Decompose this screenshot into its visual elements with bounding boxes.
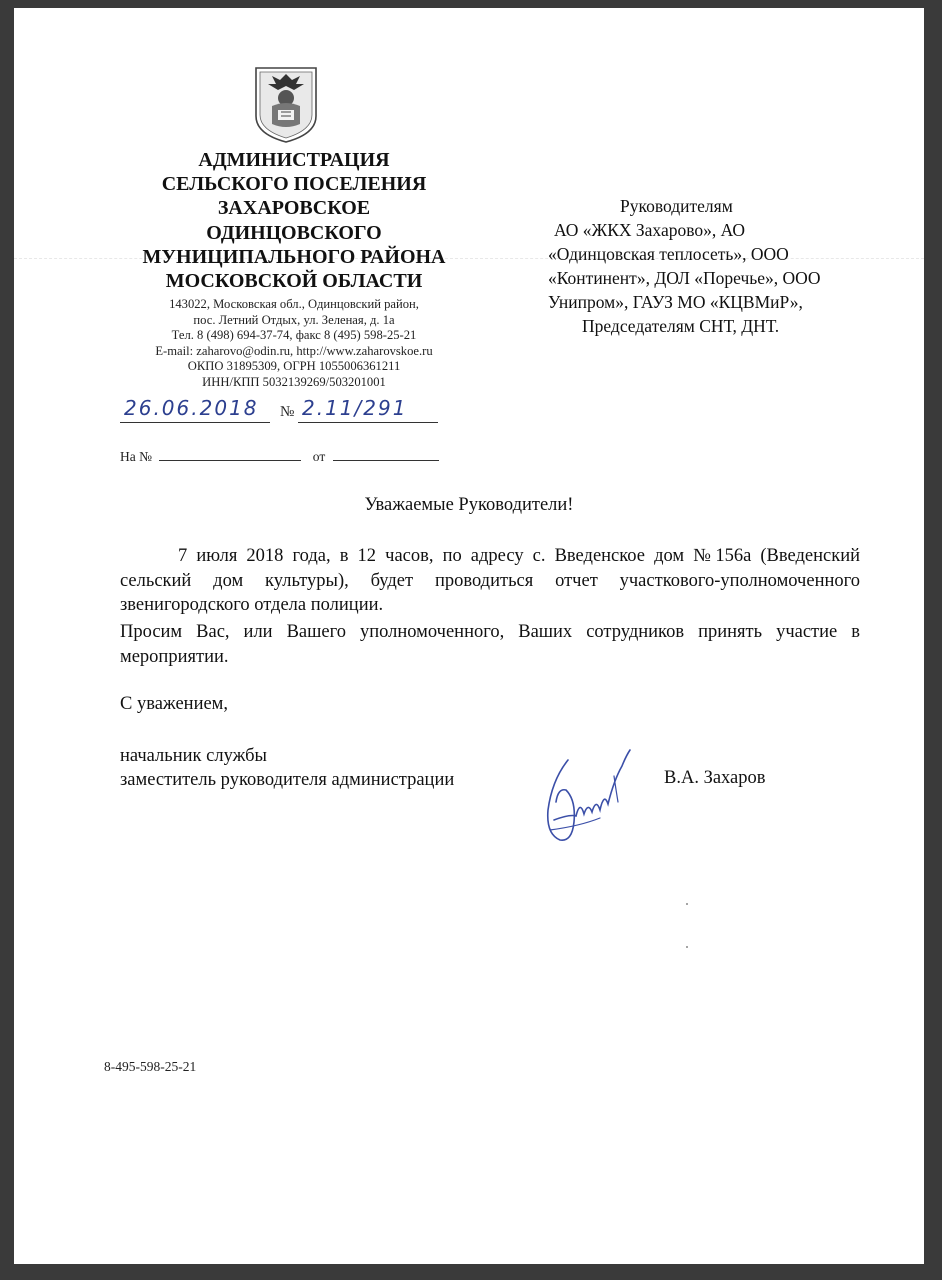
position-line: заместитель руководителя администрации bbox=[120, 770, 455, 790]
org-line: АДМИНИСТРАЦИЯ bbox=[198, 149, 390, 171]
contact-line: пос. Летний Отдых, ул. Зеленая, д. 1а bbox=[193, 312, 395, 327]
recipient-block bbox=[540, 194, 920, 338]
number-label: № bbox=[280, 404, 295, 420]
position-line: начальник службы bbox=[120, 746, 267, 766]
org-line: МУНИЦИПАЛЬНОГО РАЙОНА bbox=[142, 245, 446, 268]
date-underline bbox=[120, 422, 270, 423]
ref-number-blank bbox=[159, 448, 301, 461]
ref-date-blank bbox=[333, 448, 439, 461]
signatory-position bbox=[120, 744, 454, 792]
scan-dot bbox=[686, 946, 688, 948]
contact-details bbox=[114, 297, 474, 391]
signatory-name: В.А. Захаров bbox=[664, 768, 766, 788]
scan-dot bbox=[686, 903, 688, 905]
org-line: ЗАХАРОВСКОЕ bbox=[217, 197, 371, 220]
contact-line: ИНН/КПП 5032139269/503201001 bbox=[202, 374, 386, 389]
contact-line: Тел. 8 (498) 694-37-74, факс 8 (495) 598-25-21 bbox=[171, 328, 417, 343]
recipient-line: АО «ЖКХ Захарово», АО bbox=[554, 220, 746, 240]
recipient-line: «Одинцовская теплосеть», ООО bbox=[548, 244, 789, 264]
recipient-line: Руководителям bbox=[620, 196, 733, 216]
ref-label: На № bbox=[120, 449, 152, 464]
recipient-line: Унипром», ГАУЗ МО «КЦВМиР», bbox=[548, 292, 803, 312]
org-line: ОДИНЦОВСКОГО bbox=[206, 221, 382, 244]
body-paragraph: 7 июля 2018 года, в 12 часов, по адресу с. Введенское дом №156а (Введенский сельский дом культуры), будет проводиться отчет участкового-уполномоченного звенигородского отдела полиции. bbox=[120, 546, 860, 615]
ref-from-label: от bbox=[312, 449, 326, 464]
greeting: Уважаемые Руководители! bbox=[364, 495, 574, 515]
recipient-line: Председателям СНТ, ДНТ. bbox=[582, 316, 780, 336]
handwritten-number: 2.11/291 bbox=[302, 396, 408, 420]
handwritten-date: 26.06.2018 bbox=[124, 396, 259, 420]
org-line: СЕЛЬСКОГО ПОСЕЛЕНИЯ bbox=[161, 173, 427, 196]
handwritten-signature-icon bbox=[530, 730, 650, 850]
recipient-line: «Континент», ДОЛ «Поречье», ООО bbox=[548, 268, 821, 288]
contact-line: ОКПО 31895309, ОГРН 1055006361211 bbox=[187, 359, 401, 374]
reference-line bbox=[120, 448, 439, 465]
contact-line: 143022, Московская обл., Одинцовский район, bbox=[169, 297, 419, 311]
coat-of-arms-icon bbox=[250, 66, 322, 144]
contact-line: E-mail: zaharovo@odin.ru, http://www.zaharovskoe.ru bbox=[155, 343, 433, 358]
closing-regards: С уважением, bbox=[120, 694, 229, 714]
organization-name bbox=[114, 148, 474, 293]
outgoing-date-number bbox=[110, 396, 470, 436]
number-underline bbox=[298, 422, 438, 423]
executor-phone: 8-495-598-25-21 bbox=[104, 1059, 197, 1074]
org-line: МОСКОВСКОЙ ОБЛАСТИ bbox=[165, 270, 423, 293]
body-paragraph: Просим Вас, или Вашего уполномоченного, Ваших сотрудников принять участие в мероприятии. bbox=[120, 622, 860, 667]
letter-page bbox=[14, 8, 924, 1264]
